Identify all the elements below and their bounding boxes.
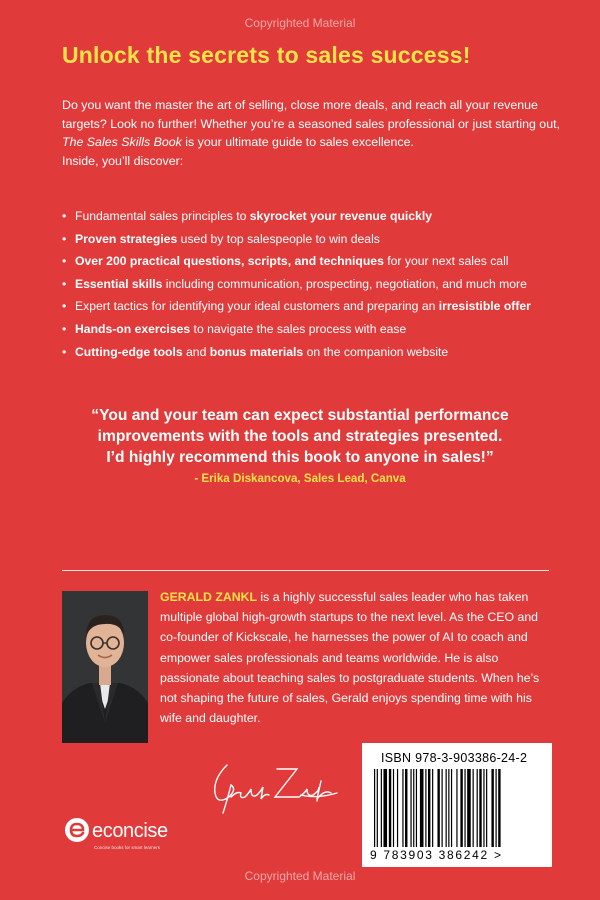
feature-highlight: Essential skills (75, 276, 163, 291)
author-bio-text: is a highly successful sales leader who has taken multiple global high-growth startups to the next level. As the CEO and co-founder of Kickscale, he harnesses the power of AI to coach and empower sales professionals and teams worldwide. He is also passionate about teaching sales to postgraduate students. When he’s not shaping the future of sales, Gerald enjoys spending time with his wife and daughter. (160, 590, 540, 726)
econcise-e-icon (64, 817, 90, 843)
feature-text: on the companion website (303, 344, 449, 359)
feature-highlight: Over 200 practical questions, scripts, and techniques (75, 254, 384, 269)
isbn-digits: 9 783903 386242 > (370, 848, 503, 862)
feature-highlight: Cutting-edge tools (75, 344, 183, 359)
barcode-bar (477, 769, 478, 847)
barcode-bar (405, 769, 407, 847)
testimonial-attribution: - Erika Diskancova, Sales Lead, Canva (194, 472, 406, 485)
feature-highlight: Proven strategies (75, 231, 178, 246)
barcode-bar (413, 769, 414, 847)
barcode-bar (451, 769, 452, 847)
barcode-bar (442, 769, 443, 847)
barcode-bar (467, 769, 471, 847)
isbn-label: ISBN 978-3-903386-24-2 (381, 751, 528, 765)
barcode-bar (473, 769, 474, 847)
feature-text: including communication, prospecting, negotiation, and much more (162, 276, 527, 291)
watermark-bottom: Copyrighted Material (244, 869, 356, 883)
barcode-bar (402, 769, 403, 847)
section-divider (62, 570, 549, 571)
feature-text: Fundamental sales principles to (75, 209, 250, 223)
feature-item (62, 318, 582, 341)
barcode-bar (420, 769, 424, 847)
barcode-bar (464, 769, 465, 847)
barcode-bar (428, 769, 430, 847)
author-bio (160, 587, 552, 728)
barcode-bar (397, 769, 398, 847)
intro-text-2: is your ultimate guide to sales excellence. (181, 135, 414, 149)
barcode-bar (389, 769, 391, 847)
barcode-bar (381, 769, 382, 847)
headline: Unlock the secrets to sales success! (62, 42, 471, 68)
barcode-bar (483, 769, 484, 847)
feature-item (62, 341, 582, 364)
barcode-bar (383, 769, 387, 847)
barcode-bar (410, 769, 411, 847)
feature-list (62, 205, 582, 363)
feature-highlight: Hands-on exercises (75, 321, 191, 336)
testimonial-quote (40, 405, 560, 468)
barcode-bar (479, 769, 481, 847)
feature-text: used by top salespeople to win deals (177, 231, 380, 246)
barcode-bar (437, 769, 439, 847)
feature-item (62, 295, 582, 318)
quote-line: improvements with the tools and strategies presented. (97, 428, 503, 445)
quote-line: I’d highly recommend this book to anyone in sales!” (106, 449, 494, 466)
barcode-bar (432, 769, 433, 847)
watermark-top: Copyrighted Material (244, 16, 356, 30)
barcode-bar (377, 769, 378, 847)
publisher-tagline: Concise books for smart learners (94, 845, 161, 850)
feature-item (62, 228, 582, 251)
feature-highlight: irresistible offer (438, 299, 531, 314)
feature-text: Expert tactics for identifying your ideal customers and preparing an (75, 299, 439, 314)
feature-text: and (182, 344, 210, 359)
feature-item (62, 250, 582, 273)
barcode-graphic (374, 769, 542, 851)
barcode-bar (496, 769, 497, 847)
barcode-bar (448, 769, 449, 847)
author-photo (62, 591, 148, 743)
barcode-bar (425, 769, 426, 847)
book-title: The Sales Skills Book (62, 135, 182, 149)
barcode-bar (460, 769, 462, 847)
feature-highlight: bonus materials (209, 344, 304, 359)
barcode-bar (498, 769, 500, 847)
feature-item (62, 205, 582, 228)
author-name: GERALD ZANKL (160, 590, 258, 604)
intro-lead-in: Inside, you’ll discover: (62, 153, 184, 168)
barcode-bar (393, 769, 394, 847)
barcode-bar (486, 769, 487, 847)
barcode-bar (416, 769, 417, 847)
feature-item (62, 273, 582, 296)
author-portrait-illustration (62, 591, 148, 743)
barcode-bar (456, 769, 457, 847)
barcode-bar (446, 769, 447, 847)
isbn-barcode-box (362, 743, 552, 867)
feature-text: for your next sales call (383, 254, 509, 269)
intro-text (62, 96, 562, 170)
quote-line: “You and your team can expect substantial performance (91, 407, 509, 424)
intro-text-1: Do you want the master the art of selling, close more deals, and reach all your revenue targets? Look no further! Whether you’re a seasoned sales professional or just starting out, (62, 98, 560, 131)
publisher-logo-text: econcise (92, 820, 168, 842)
barcode-bar (491, 769, 493, 847)
intro-paragraph (62, 96, 562, 152)
feature-highlight: skyrocket your revenue quickly (249, 209, 433, 223)
feature-text: to navigate the sales process with ease (190, 321, 407, 336)
barcode-bar (374, 769, 375, 847)
author-signature (205, 757, 340, 819)
